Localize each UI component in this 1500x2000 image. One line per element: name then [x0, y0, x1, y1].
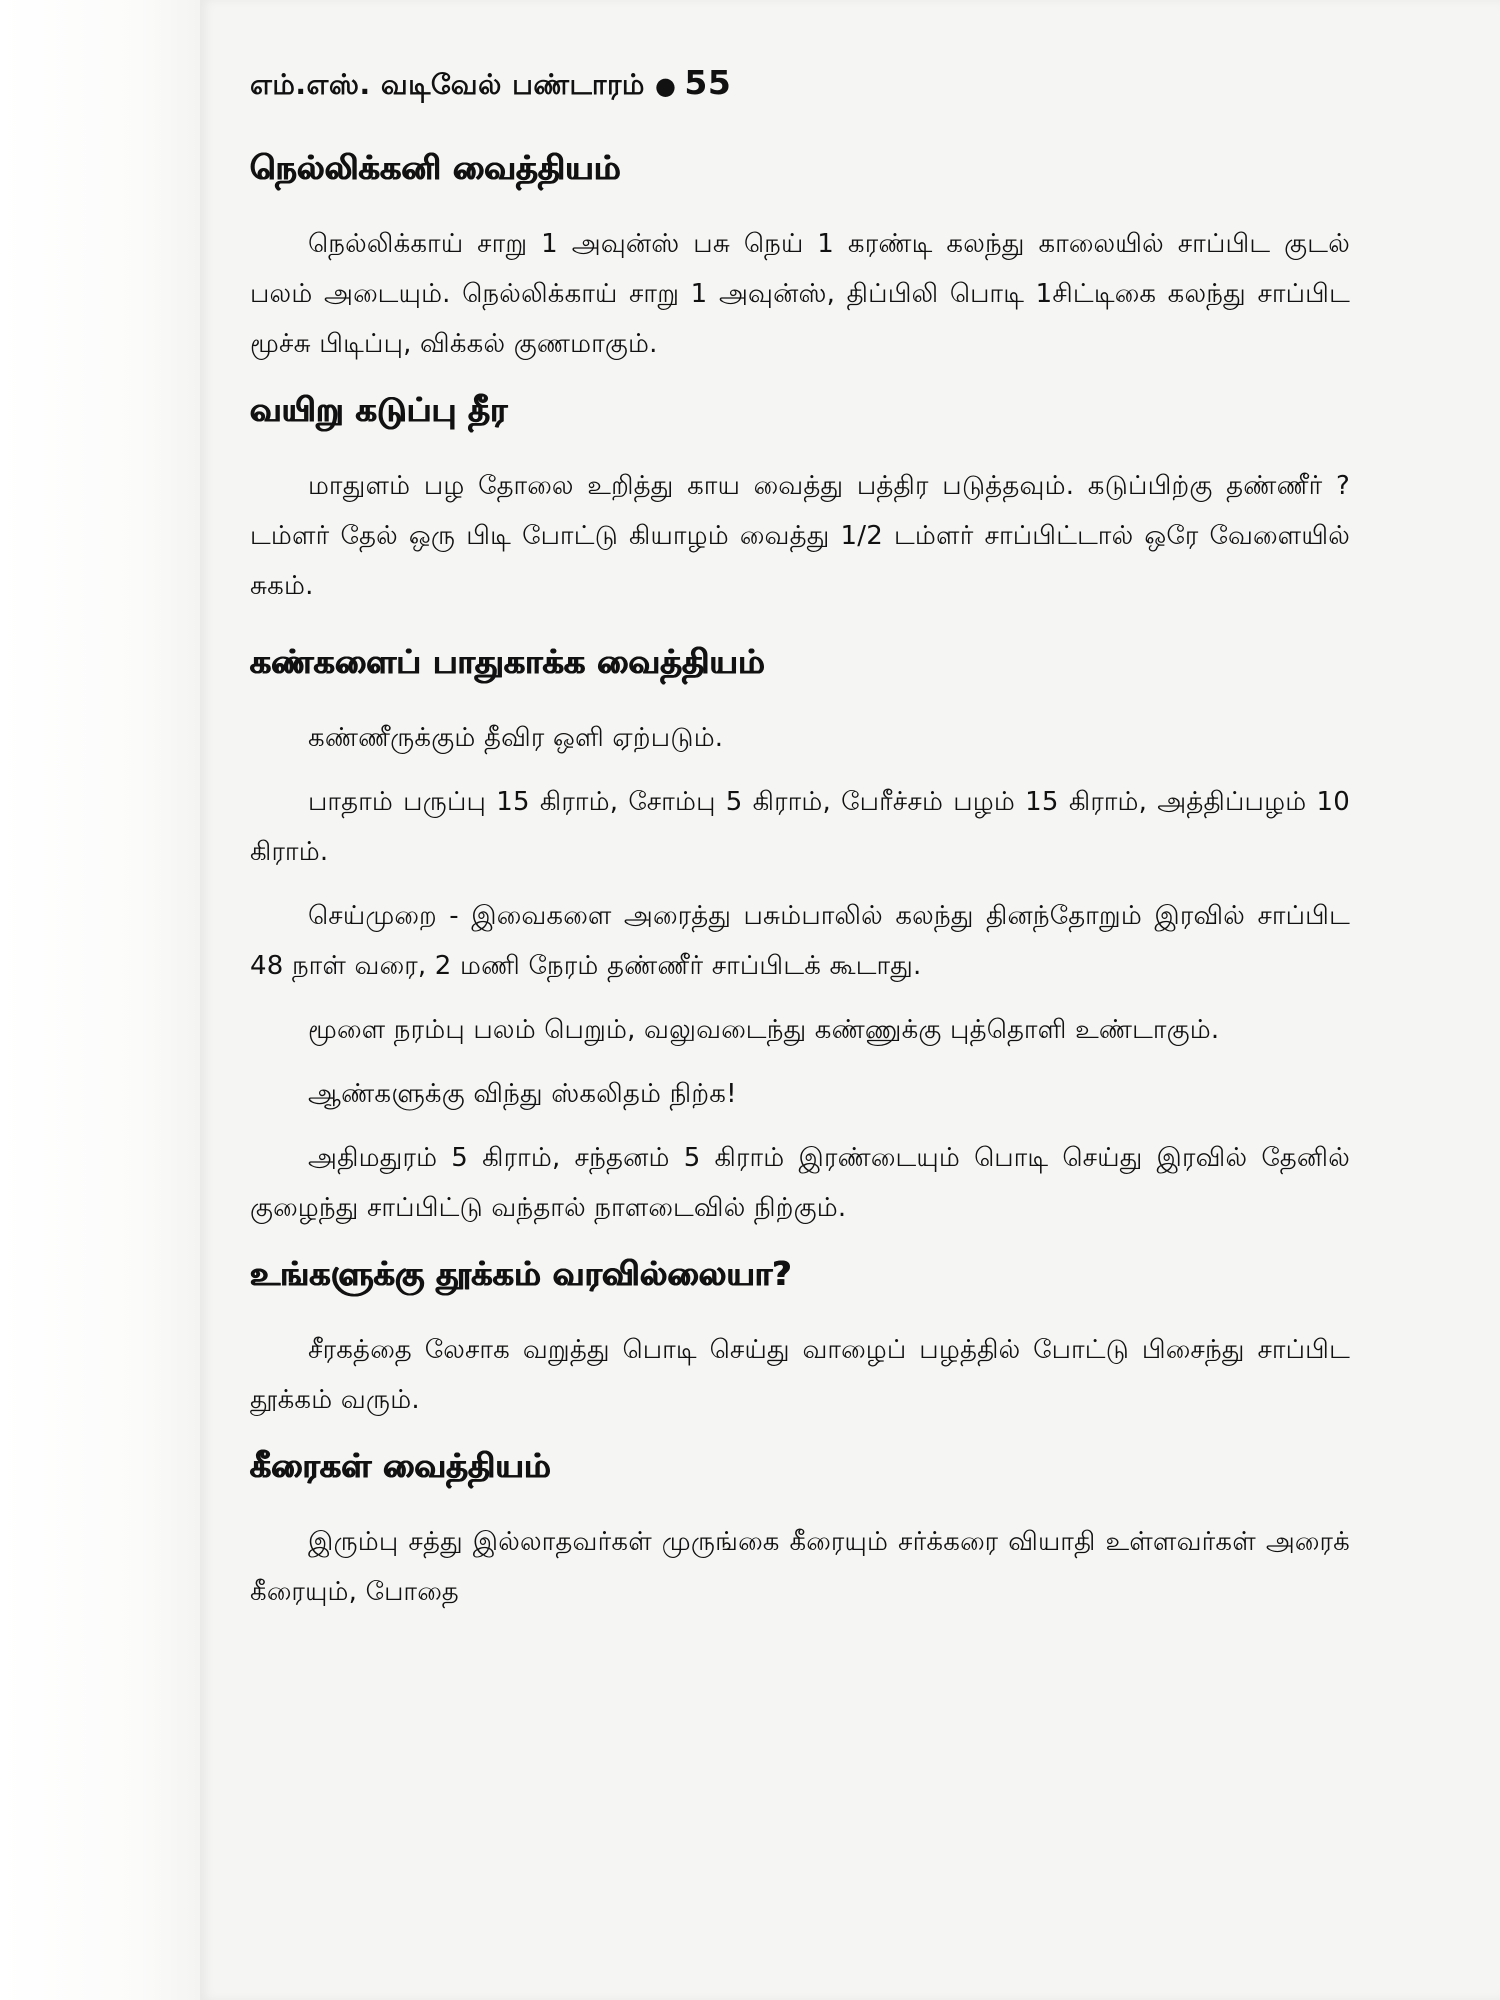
paragraph: அதிமதுரம் 5 கிராம், சந்தனம் 5 கிராம் இரண்டையும் பொடி செய்து இரவில் தேனில் குழைந்து சாப்பிட்டு வந்தால் நாளடைவில் நிற்கும்.	[250, 1143, 1350, 1223]
section-heading-eye-care: கண்களைப் பாதுகாக்க வைத்தியம்	[250, 642, 766, 681]
running-head-author: எம்.எஸ். வடிவேல் பண்டாரம்	[250, 68, 645, 101]
paragraph: செய்முறை - இவைகளை அரைத்து பசும்பாலில் கலந்து தினந்தோறும் இரவில் சாப்பிட 48 நாள் வரை, 2 மணி நேரம் தண்ணீர் சாப்பிடக் கூடாது.	[250, 901, 1350, 981]
paragraph: பாதாம் பருப்பு 15 கிராம், சோம்பு 5 கிராம், பேரீச்சம் பழம் 15 கிராம், அத்திப்பழம் 10 கிராம்.	[250, 787, 1350, 867]
paragraph: ஆண்களுக்கு விந்து ஸ்கலிதம் நிற்க!	[308, 1079, 737, 1109]
section-heading-greens-remedy: கீரைகள் வைத்தியம்	[250, 1446, 551, 1485]
paragraph: நெல்லிக்காய் சாறு 1 அவுன்ஸ் பசு நெய் 1 கரண்டி கலந்து காலையில் சாப்பிட குடல் பலம் அடையும். நெல்லிக்காய் சாறு 1 அவுன்ஸ், திப்பிலி பொடி 1சிட்டிகை கலந்து சாப்பிட மூச்சு பிடிப்பு, விக்கல் குணமாகும்.	[250, 229, 1350, 359]
section-heading-sleep: உங்களுக்கு தூக்கம் வரவில்லையா?	[250, 1254, 792, 1293]
paragraph: மூளை நரம்பு பலம் பெறும், வலுவடைந்து கண்ணுக்கு புத்தொளி உண்டாகும்.	[308, 1015, 1220, 1045]
paragraph: இரும்பு சத்து இல்லாதவர்கள் முருங்கை கீரையும் சர்க்கரை வியாதி உள்ளவர்கள் அரைக் கீரையும், போதை	[250, 1527, 1350, 1607]
section-heading-amla-remedy: நெல்லிக்கனி வைத்தியம்	[250, 148, 621, 187]
book-page	[200, 0, 1500, 2000]
running-head	[250, 58, 1350, 111]
page-content	[250, 58, 1350, 1631]
left-margin	[0, 0, 200, 2000]
section-heading-stomach-cramp: வயிறு கடுப்பு தீர	[250, 390, 508, 429]
paragraph: கண்ணீருக்கும் தீவிர ஒளி ஏற்படும்.	[308, 723, 724, 753]
paragraph: மாதுளம் பழ தோலை உறித்து காய வைத்து பத்திர படுத்தவும். கடுப்பிற்கு தண்ணீர் ? டம்ளர் தேல் ஒரு பிடி போட்டு கியாழம் வைத்து 1/2 டம்ளர் சாப்பிட்டால் ஒரே வேளையில் சுகம்.	[250, 471, 1350, 601]
bullet-icon: ●	[654, 72, 677, 100]
paragraph: சீரகத்தை லேசாக வறுத்து பொடி செய்து வாழைப் பழத்தில் போட்டு பிசைந்து சாப்பிட தூக்கம் வரும்.	[250, 1335, 1350, 1415]
page-number: 55	[684, 63, 732, 102]
